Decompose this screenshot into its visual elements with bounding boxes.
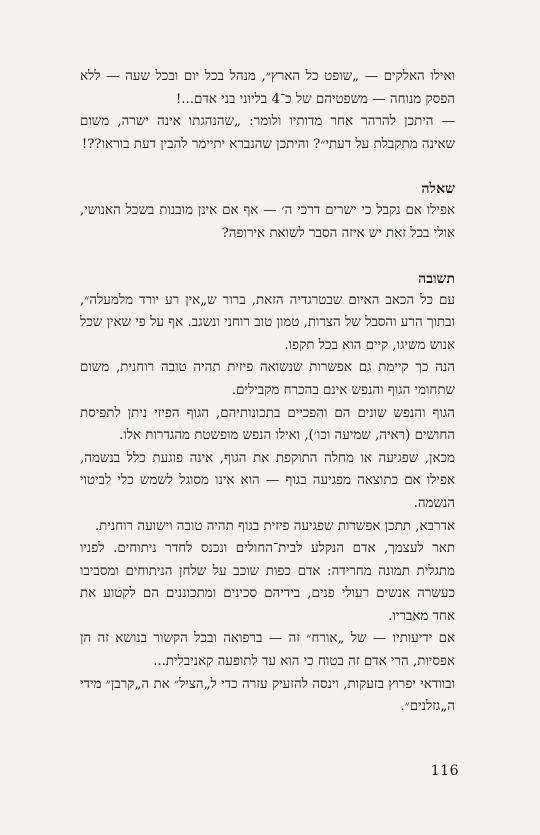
page-number: 116 [430, 763, 459, 779]
answer-paragraph-1: עם כל הכאב האיום שבטרגדיה הזאת, ברור ש„אין רע יורד מלמעלה״, ובתוך הרע והסבל של הצרות, טמון טוב רוחני ונשגב. אף על פי שאין שכל אנוש משיגו, קיים הוא בכל תקפו. [80, 292, 455, 353]
answer-paragraph-5: אדרבא, תתכן אפשרות שפגיעה פיזית בגוף תהיה טובה וישועה רוחנית. [94, 518, 455, 534]
answer-paragraph-8: ובוודאי יפרוץ בזעקות, וינסה להזעיק עזרה כדי ל„הציל״ את ה„קרבן״ מידי ה„גזלנים״. [80, 676, 455, 715]
answer-paragraph-6: תאר לעצמך, אדם הנקלע לבית־החולים ונכנס לחדר ניתוחים. לפניו מתגלית תמונה מחרידה: אדם כפות שוכב על שלחן הניתוחים ומסביבו כעשרה אנשים רעולי פנים, בידיהם סכינים ומתכוננים הם לקטוע את אחד מאבריו. [80, 541, 455, 624]
answer-heading: תשובה [418, 270, 455, 287]
intro-paragraph-1: ואילו האלקים — „שופט כל הארץ״, מנהל בכל יום ובכל שעה — ללא הפסק מנוחה — משפטיהם של כ־4 בליוני בני אדם...! [80, 69, 455, 107]
answer-paragraph-2: הנה כך קיימת גם אפשרות שנשואה פיזית תהיה טובה רוחנית, משום שתחומי הגוף והנפש אינם בהכרח מקבילים. [80, 360, 455, 398]
spacer [80, 246, 455, 268]
answer-paragraph-3: הגוף והנפש שונים הם והפכיים בתכונותיהם, הגוף הפיזי ניתן לתפיסת החושים (ראיה, שמיעה וכו׳), ואילו הנפש מופשטת מהגדרות אלו. [80, 405, 455, 444]
spacer [80, 156, 455, 178]
answer-paragraph-4: מכאן, שפגיעה או מחלה התוקפת את הגוף, אינה פוגעת כלל בנשמה, אפילו אם כתוצאה מפגיעה בגוף — הוא אינו מסוגל לשמש כלי לביטוי הנשמה. [80, 450, 455, 511]
answer-paragraph-7: אם ידיעותיו — של „אורח״ זה — ברפואה ובכל הקשור בנושא זה הן אפסיות, הרי אדם זה בטוח כי הוא עד לתופעה קאניבלית... [80, 631, 455, 670]
question-heading: שאלה [421, 181, 455, 198]
page-body [80, 66, 455, 719]
intro-paragraph-2: — היתכן להרהר אחר מדותיו ולומר: „שהנהגתו אינה ישרה, משום שאינה מתקבלת על דעתי״? והיתכן שהנברא יתיימר להבין דעת בוראו??! [80, 114, 455, 152]
question-text: אפילו אם נקבל כי ישרים דרכי ה׳ — אף אם אינן מובנות בשכל האנושי, אולי בכל זאת יש איזה הסבר לשואת אירופה? [80, 203, 455, 241]
